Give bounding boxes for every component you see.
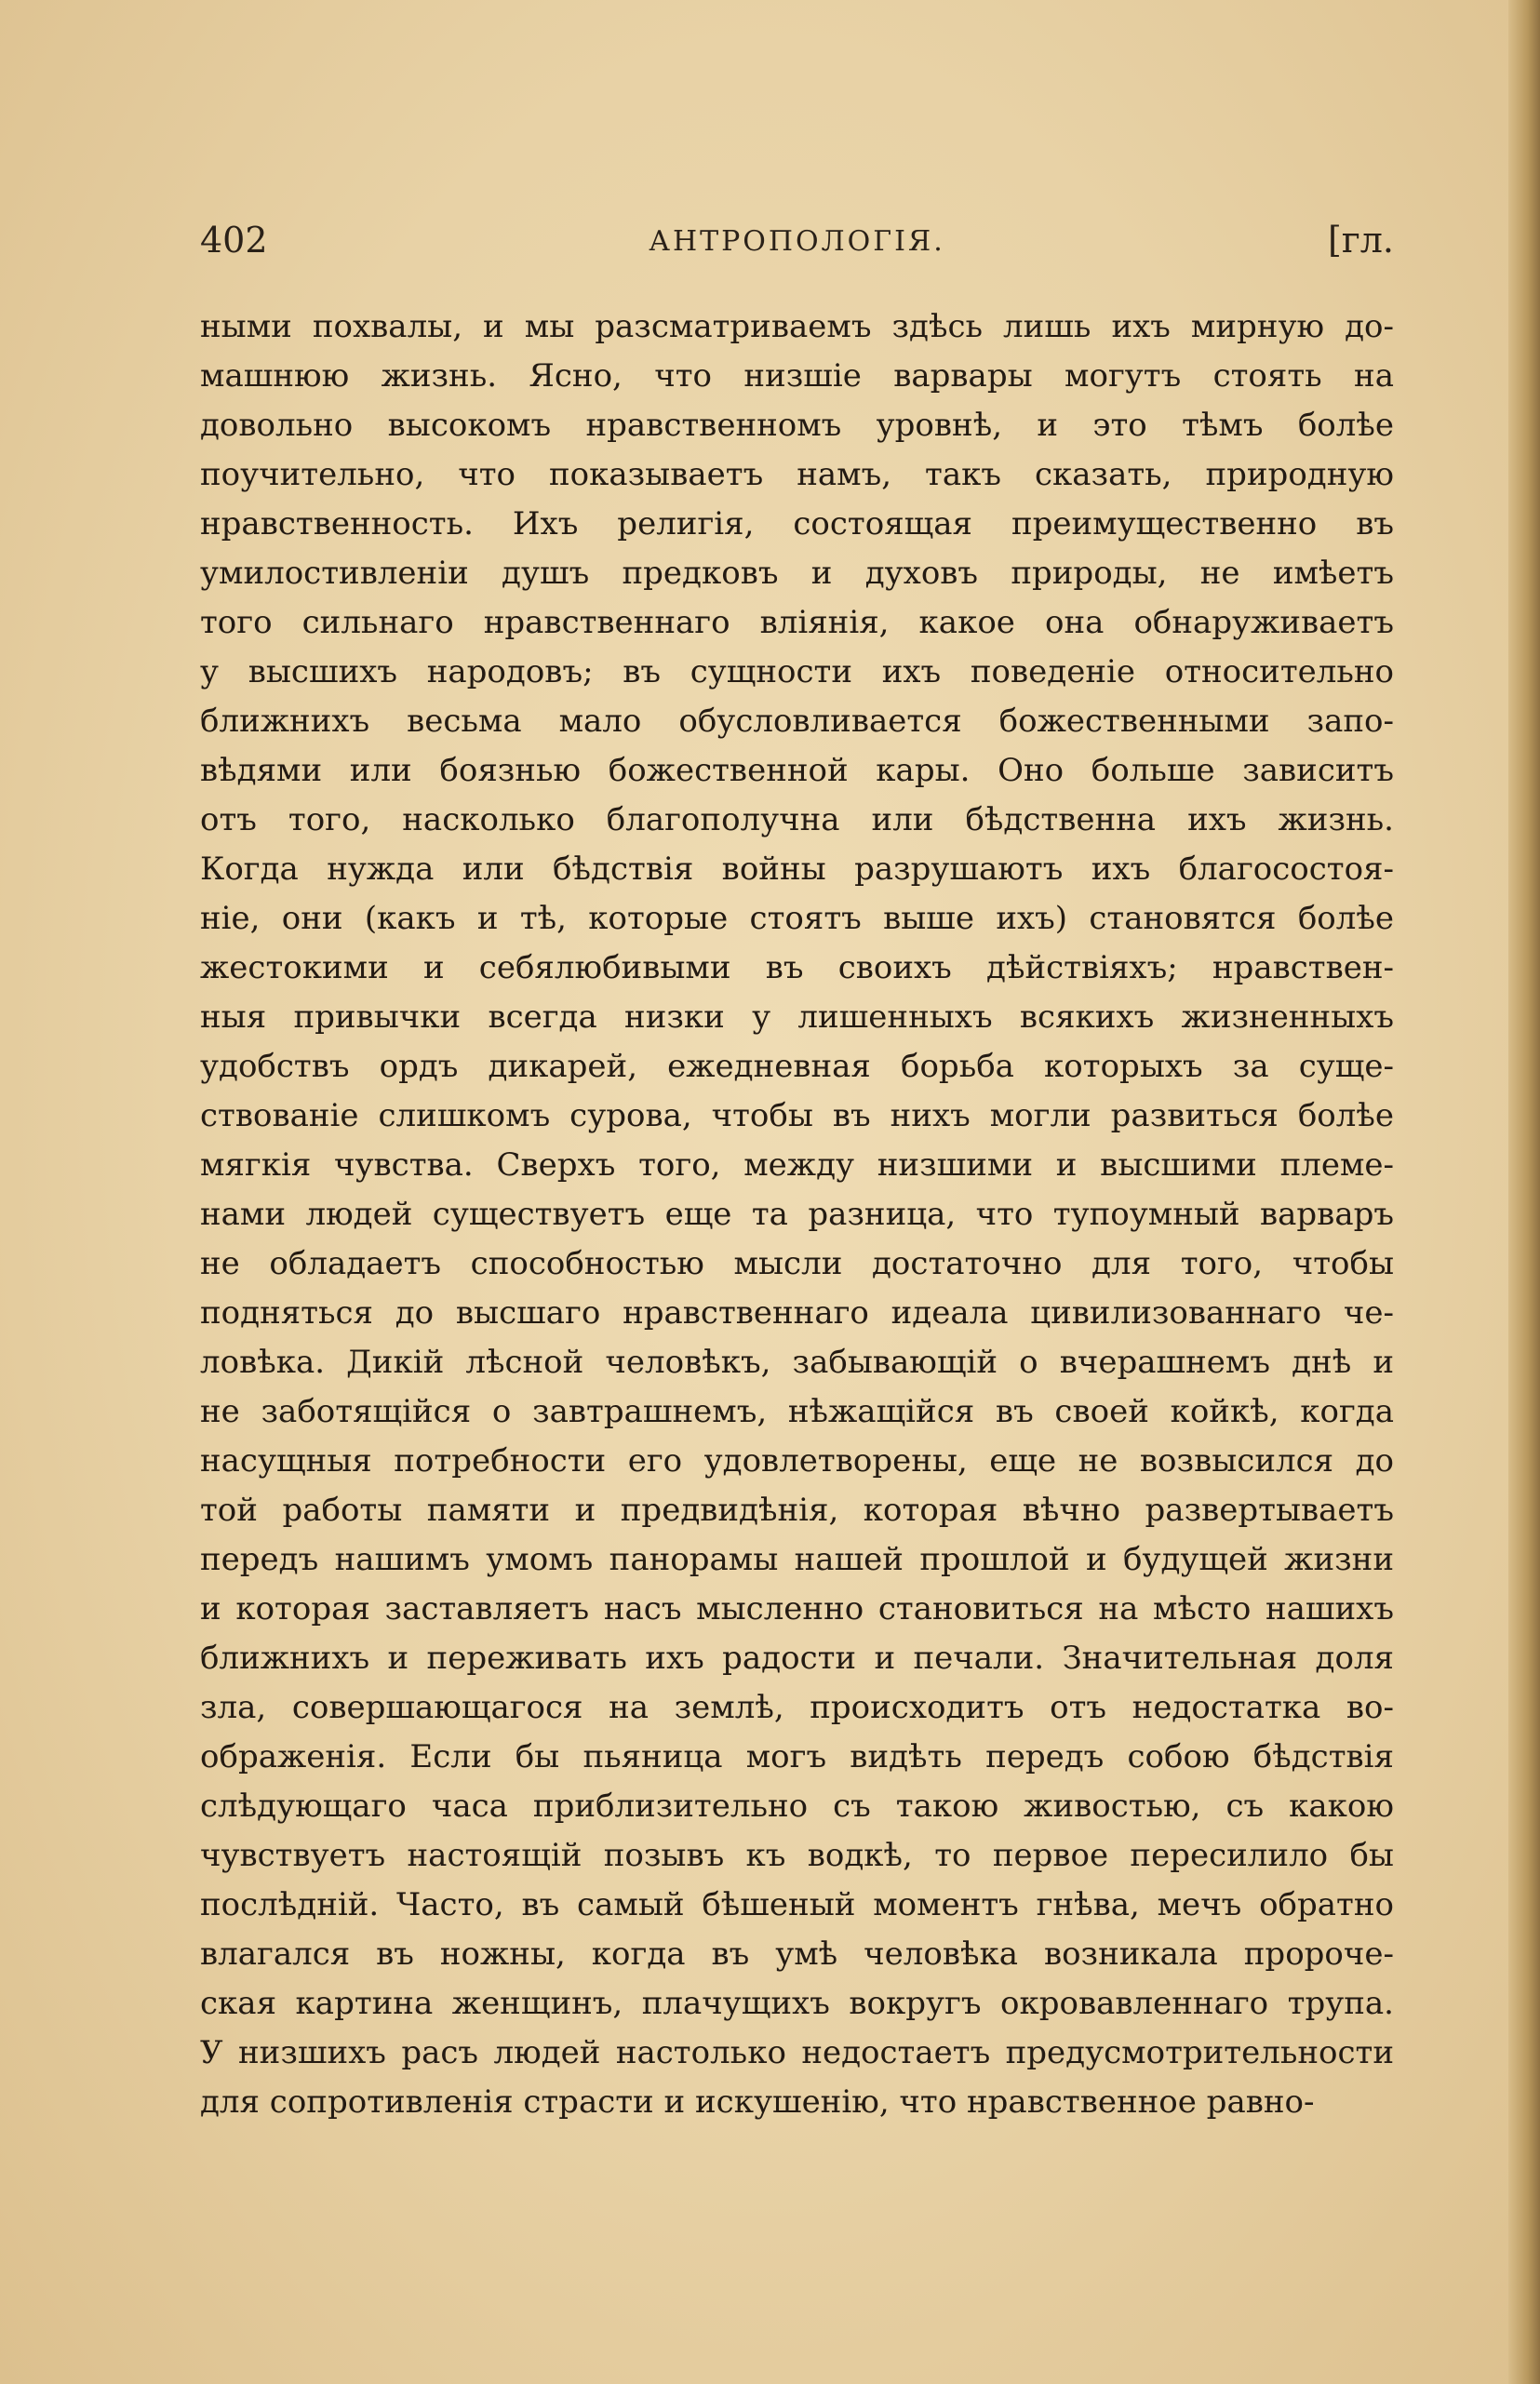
text-line: слѣдующаго часа приблизительно съ такою живостью, съ какою <box>200 1788 1394 1825</box>
text-line: ображенія. Если бы пьяница могъ видѣть передъ собою бѣдствія <box>200 1738 1394 1775</box>
text-line: отъ того, насколько благополучна или бѣдственна ихъ жизнь. <box>200 801 1394 838</box>
text-line: ская картина женщинъ, плачущихъ вокругъ окровавленнаго трупа. <box>200 1985 1394 2022</box>
text-line: ныя привычки всегда низки у лишенныхъ всякихъ жизненныхъ <box>200 998 1394 1036</box>
text-line: той работы памяти и предвидѣнія, которая вѣчно развертываетъ <box>200 1492 1394 1529</box>
text-line: насущныя потребности его удовлетворены, еще не возвысился до <box>200 1442 1394 1480</box>
text-line: У низшихъ расъ людей настолько недостаетъ предусмотрительности <box>200 2034 1394 2071</box>
text-line: мягкія чувства. Сверхъ того, между низшими и высшими племе- <box>200 1146 1394 1184</box>
text-line: ближнихъ весьма мало обусловливается божественными запо- <box>200 703 1394 740</box>
body-text <box>200 302 1394 2127</box>
text-line: того сильнаго нравственнаго вліянія, какое она обнаруживаетъ <box>200 604 1394 641</box>
text-line: передъ нашимъ умомъ панорамы нашей прошлой и будущей жизни <box>200 1541 1394 1578</box>
text-line: не обладаетъ способностью мысли достаточно для того, чтобы <box>200 1245 1394 1282</box>
text-line: вѣдями или боязнью божественной кары. Оно больше зависитъ <box>200 752 1394 789</box>
text-line: ніе, они (какъ и тѣ, которые стоятъ выше ихъ) становятся болѣе <box>200 900 1394 937</box>
text-line: подняться до высшаго нравственнаго идеала цивилизованнаго че- <box>200 1294 1394 1332</box>
text-line: влагался въ ножны, когда въ умѣ человѣка возникала пророче- <box>200 1935 1394 1973</box>
text-line: ближнихъ и переживать ихъ радости и печали. Значительная доля <box>200 1640 1394 1677</box>
page-number: 402 <box>200 220 268 261</box>
text-line: нравственность. Ихъ религія, состоящая преимущественно въ <box>200 505 1394 542</box>
page-edge <box>1508 0 1540 2384</box>
text-line: умилостивленіи душъ предковъ и духовъ природы, не имѣетъ <box>200 555 1394 592</box>
text-line: и которая заставляетъ насъ мысленно становиться на мѣсто нашихъ <box>200 1590 1394 1627</box>
chapter-mark: [гл. <box>1328 220 1394 261</box>
running-head: АНТРОПОЛОГIЯ. <box>649 225 945 258</box>
text-line: машнюю жизнь. Ясно, что низшіе варвары могутъ стоять на <box>200 357 1394 395</box>
text-line: послѣдній. Часто, въ самый бѣшеный моментъ гнѣва, мечъ обратно <box>200 1886 1394 1923</box>
text-line: ловѣка. Дикій лѣсной человѣкъ, забывающій о вчерашнемъ днѣ и <box>200 1344 1394 1381</box>
text-line: ствованіе слишкомъ сурова, чтобы въ нихъ могли развиться болѣе <box>200 1097 1394 1134</box>
text-line: чувствуетъ настоящій позывъ къ водкѣ, то первое пересилило бы <box>200 1837 1394 1874</box>
text-line: ными похвалы, и мы разсматриваемъ здѣсь лишь ихъ мирную до- <box>200 308 1394 345</box>
text-line: у высшихъ народовъ; въ сущности ихъ поведеніе относительно <box>200 653 1394 690</box>
text-line: жестокими и себялюбивыми въ своихъ дѣйствіяхъ; нравствен- <box>200 949 1394 986</box>
text-line: удобствъ ордъ дикарей, ежедневная борьба которыхъ за суще- <box>200 1048 1394 1085</box>
text-line: Когда нужда или бѣдствія войны разрушаютъ ихъ благосостоя- <box>200 850 1394 888</box>
text-line: не заботящійся о завтрашнемъ, нѣжащійся въ своей койкѣ, когда <box>200 1393 1394 1430</box>
page-header <box>200 220 1394 266</box>
text-line: нами людей существуетъ еще та разница, что тупоумный варваръ <box>200 1196 1394 1233</box>
text-line: довольно высокомъ нравственномъ уровнѣ, и это тѣмъ болѣе <box>200 407 1394 444</box>
text-line: для сопротивленія страсти и искушенію, что нравственное равно- <box>200 2083 1315 2121</box>
text-line: зла, совершающагося на землѣ, происходитъ отъ недостатка во- <box>200 1689 1394 1726</box>
text-line: поучительно, что показываетъ намъ, такъ сказать, природную <box>200 456 1394 493</box>
